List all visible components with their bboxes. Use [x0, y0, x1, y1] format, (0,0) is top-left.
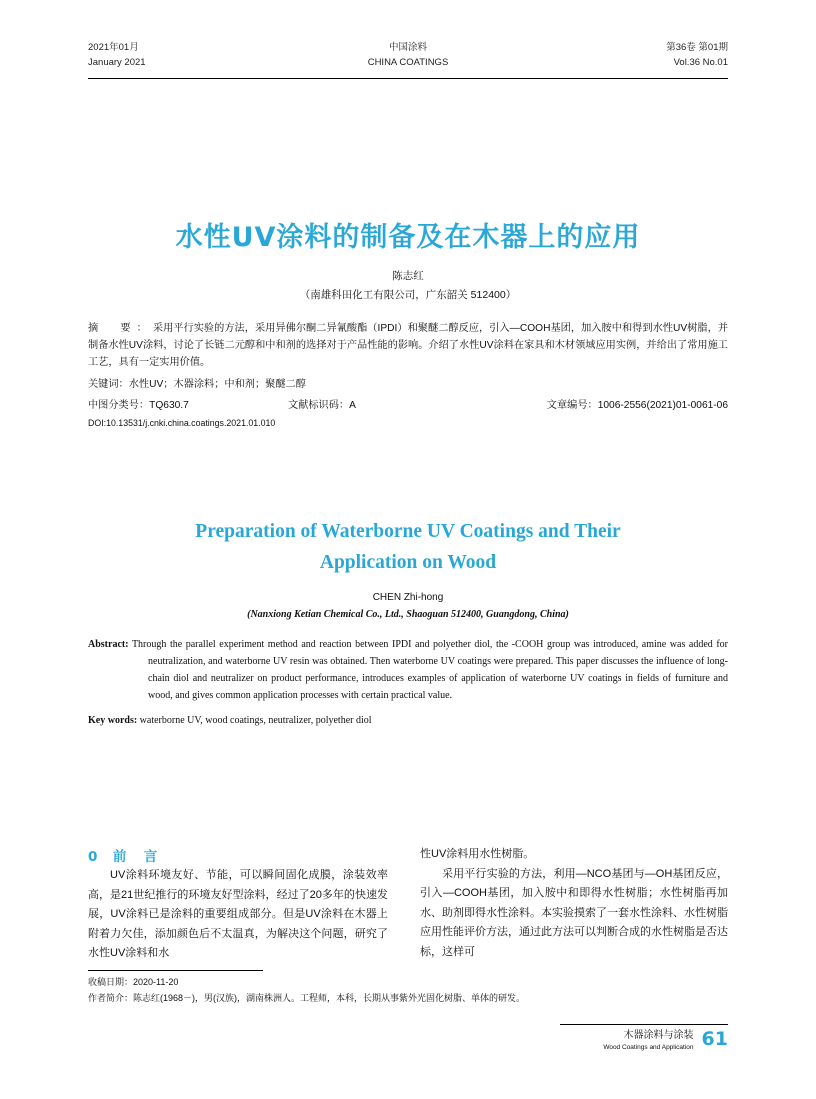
- document-code-value: A: [349, 400, 356, 411]
- footnote-received-value: 2020-11-20: [133, 977, 179, 987]
- body-right-paragraph-1: 性UV涂料用水性树脂。: [420, 848, 535, 860]
- metadata-cn-row: [88, 398, 728, 414]
- footnote-bio-value: 陈志红(1968－)，男(汉族)，湖南株洲人。工程师，本科，长期从事紫外光固化树脂、单体的研发。: [133, 993, 526, 1003]
- section-heading: [88, 845, 159, 865]
- abstract-en-label: Abstract:: [88, 639, 129, 650]
- affiliation-en: (Nanxiong Ketian Chemical Co., Ltd., Shaoguan 512400, Guangdong, China): [247, 609, 569, 620]
- footnote-received-label: 收稿日期：: [88, 977, 134, 987]
- footer-section-name: [603, 1026, 701, 1053]
- doi: DOI:10.13531/j.cnki.china.coatings.2021.01.010: [88, 418, 276, 428]
- footnote-divider: [88, 970, 263, 971]
- page-title-en: [108, 516, 708, 578]
- author-en: CHEN Zhi-hong: [372, 592, 444, 603]
- running-head-date-en: January 2021: [88, 57, 146, 68]
- keywords-en-text: waterborne UV, wood coatings, neutralizer, polyether diol: [139, 715, 372, 726]
- keywords-cn: [88, 377, 728, 393]
- clc-value: TQ630.7: [149, 400, 189, 411]
- keywords-cn-label: 关键词：: [88, 379, 129, 390]
- page-title-en-line1: Preparation of Waterborne UV Coatings and Their: [195, 521, 621, 542]
- clc-number: [88, 398, 288, 414]
- section-number: 0: [88, 849, 100, 865]
- running-head-row-1: [88, 40, 728, 55]
- article-id: [508, 398, 728, 414]
- running-head: [88, 40, 728, 80]
- keywords-en: [88, 712, 728, 729]
- footer-divider: [560, 1024, 728, 1025]
- article-id-value: 1006-2556(2021)01-0061-06: [597, 400, 728, 411]
- author-cn: 陈志红: [392, 270, 424, 282]
- affiliation-cn: （南雄科田化工有限公司，广东韶关 512400）: [299, 289, 517, 301]
- section-title: 前 言: [112, 849, 160, 865]
- running-head-journal-cn: 中国涂料: [388, 42, 427, 53]
- running-head-volume-en: Vol.36 No.01: [673, 57, 728, 68]
- abstract-en-text: Through the parallel experiment method and reaction between IPDI and polyether diol, the -COOH group was introduced, amine was added for neutralization, and waterborne UV resin was obtained. Then waterborne UV coatings were prepared. This paper discusses the influence of long-chain diol and neutralizer on product performance, introduces examples of application of waterborne UV coatings in fields of furniture and wood, and gives common application processes with certain practical value.: [131, 639, 728, 701]
- running-head-date-cn: 2021年01月: [88, 42, 139, 53]
- footnote-received: [88, 974, 728, 990]
- abstract-cn: [88, 320, 728, 371]
- footnotes: [88, 974, 728, 1006]
- clc-label: 中图分类号：: [88, 400, 150, 411]
- article-id-label: 文章编号：: [546, 400, 598, 411]
- abstract-en-paragraph: [88, 636, 728, 704]
- page-footer: [560, 1026, 728, 1053]
- keywords-en-label: Key words:: [88, 715, 138, 726]
- body-column-right: [420, 845, 728, 962]
- document-code-label: 文献标识码：: [288, 400, 350, 411]
- body-right-paragraph-2: 采用平行实验的方法，利用—NCO基团与—OH基团反应，引入—COOH基团，加入胺中和即得水性树脂；水性树脂再加水、助剂即得水性涂料。本实验摸索了一套水性涂料、水性树脂应用性能评价方法，通过此方法可以判断合成的水性树脂是否达标，这样可: [420, 867, 728, 958]
- metadata-cn: [88, 398, 728, 414]
- keywords-cn-text: 水性UV；木器涂料；中和剂；聚醚二醇: [128, 379, 306, 390]
- footer-section-name-en: Wood Coatings and Application: [603, 1044, 694, 1051]
- page-title-en-line2: Application on Wood: [319, 552, 497, 573]
- footnote-bio: [88, 990, 728, 1006]
- running-head-row-2: [88, 55, 728, 70]
- footer-section-name-cn: 木器涂料与涂装: [623, 1030, 694, 1041]
- body-column-left: UV涂料环境友好、节能，可以瞬间固化成膜，涂装效率高，是21世纪推行的环境友好型涂料，经过了20多年的快速发展，UV涂料已是涂料的重要组成部分。但是UV涂料在木器上附着力欠佳，添加颜色后不太温真，为解决这个问题，研究了水性UV涂料和水: [88, 869, 388, 959]
- abstract-cn-label: 摘 要：: [88, 323, 153, 334]
- footnote-bio-label: 作者简介：: [88, 993, 134, 1003]
- running-head-journal-en: CHINA COATINGS: [367, 57, 449, 68]
- page-title-cn: 水性UV涂料的制备及在木器上的应用: [175, 222, 641, 253]
- page-number: 61: [701, 1028, 728, 1050]
- document-code: [288, 398, 508, 414]
- abstract-en: [88, 636, 728, 704]
- abstract-cn-text: 采用平行实验的方法，采用异佛尔酮二异氰酸酯（IPDI）和聚醚二醇反应，引入—COOH基团，加入胺中和得到水性UV树脂，并制备水性UV涂料，讨论了长链二元醇和中和剂的选择对于产品性能的影响。介绍了水性UV涂料在家具和木材领域应用实例，并给出了常用施工工艺，具有一定实用价值。: [88, 323, 729, 368]
- running-head-divider: [88, 78, 728, 79]
- running-head-volume-cn: 第36卷 第01期: [666, 42, 728, 53]
